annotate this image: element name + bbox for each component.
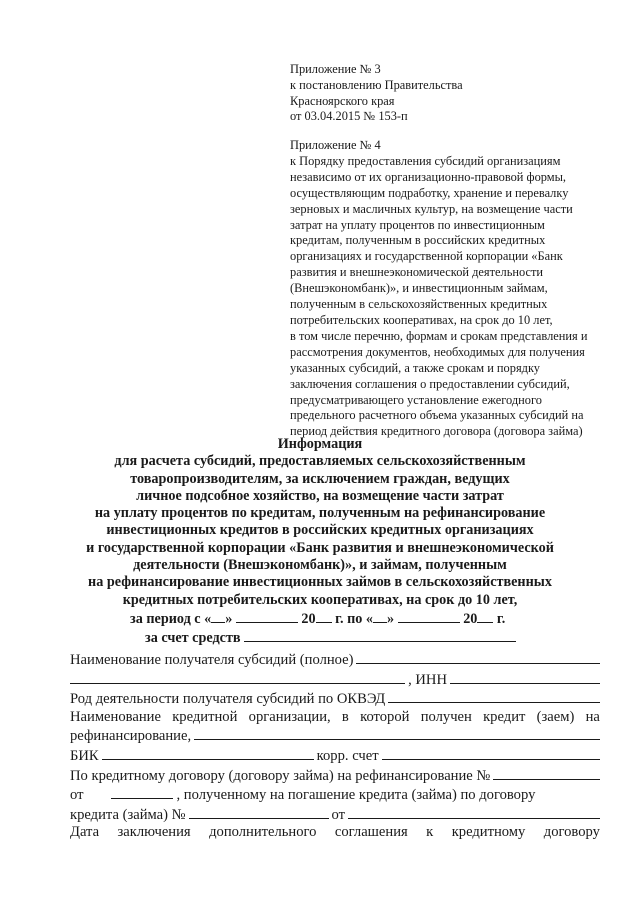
title-line: для расчета субсидий, предоставляемых сельскохозяйственным — [114, 453, 526, 470]
word: дополнительного — [209, 824, 317, 841]
word: на — [585, 708, 600, 725]
appendix-line: зерновых и масличных культур, на возмещение части — [290, 201, 573, 216]
appendix-line: Приложение № 4 — [290, 138, 381, 152]
word: к — [426, 824, 434, 841]
contract-number-blank[interactable] — [493, 766, 600, 780]
appendix-line: (Внешэкономбанк)», и инвестиционным займам, — [290, 281, 548, 296]
header-line: от 03.04.2015 № 153-п — [290, 109, 408, 124]
appendix-line: заключения соглашения о предоставлении субсидий, — [290, 376, 570, 391]
bik-blank[interactable] — [102, 746, 314, 760]
bank-row — [70, 726, 600, 746]
activity-row — [70, 689, 600, 709]
title-line: на уплату процентов по кредитам, полученным на рефинансирование — [94, 505, 546, 522]
inn-label: , ИНН — [408, 671, 447, 688]
appendix-line: развития и внешнеэкономической деятельности — [290, 265, 544, 280]
word: заключения — [117, 824, 191, 841]
appendix-line: предусматривающего установление ежегодного — [290, 392, 542, 407]
title-line: на рефинансирование инвестиционных займов в сельскохозяйственных — [88, 574, 552, 591]
contract-received-label: , полученному на погашение кредита (займа) по договору — [176, 787, 536, 804]
period-year-prefix: 20 — [463, 610, 478, 627]
word: кредитному — [451, 824, 526, 841]
period-start-month-blank[interactable] — [236, 609, 298, 623]
title-heading: Информация — [277, 436, 363, 452]
appendix-line: рассмотрения документов, необходимых для получения — [290, 344, 585, 359]
word: договору — [543, 824, 600, 841]
period-prefix: за период с « — [130, 610, 212, 627]
appendix-line: кредитам, полученным в российских кредитных — [290, 233, 546, 248]
word: кредитной — [172, 708, 238, 725]
recipient-name-row — [70, 650, 600, 670]
contract-date-blank[interactable] — [111, 785, 173, 799]
form-fields — [70, 650, 600, 842]
funds-blank[interactable] — [244, 628, 516, 642]
header-line: Приложение № 3 — [290, 62, 381, 76]
appendix-line: указанных субсидий, а также срокам и порядку — [290, 360, 540, 375]
corr-blank[interactable] — [382, 746, 600, 760]
word: соглашения — [334, 824, 408, 841]
contract-row — [70, 766, 600, 786]
header-line: Красноярского края — [290, 93, 395, 108]
appendix-header — [290, 138, 622, 440]
title-line: и государственной корпорации «Банк развития и внешнеэкономической — [86, 539, 554, 556]
period-quote: » — [225, 610, 233, 627]
word: (заем) — [536, 708, 575, 725]
header-line: к постановлению Правительства — [290, 77, 463, 92]
appendix-line: затрат на уплату процентов по инвестиционным — [290, 217, 545, 232]
funds-label: за счет средств — [145, 630, 241, 647]
word: получен — [420, 708, 472, 725]
bank-blank[interactable] — [194, 726, 600, 740]
recipient-name-blank[interactable] — [356, 650, 600, 664]
title-line: кредитных потребительских кооперативах, на срок до 10 лет, — [122, 591, 518, 608]
period-end-day-blank[interactable] — [373, 609, 387, 623]
word: в — [341, 708, 349, 725]
appendix-line: осуществляющим подработку, хранение и перевалку — [290, 185, 569, 200]
title-line: товаропроизводителям, за исключением граждан, ведущих — [130, 470, 510, 487]
credit-number-blank[interactable] — [189, 805, 329, 819]
period-end-month-blank[interactable] — [398, 609, 460, 623]
recipient-name-label: Наименование получателя субсидий (полное) — [70, 652, 354, 668]
credit-row — [70, 805, 600, 825]
period-end-year-blank[interactable] — [477, 609, 493, 623]
inn-blank[interactable] — [450, 670, 600, 684]
period-end: г. — [496, 610, 506, 627]
title-line: личное подсобное хозяйство, на возмещение части затрат — [136, 487, 504, 504]
word: организации, — [248, 708, 331, 725]
appendix-line: полученным в сельскохозяйственных кредитных — [290, 297, 548, 312]
appendix-line: предельного расчетного объема указанных субсидий на — [290, 408, 584, 423]
activity-label: Род деятельности получателя субсидий по ОКВЭД — [70, 691, 386, 708]
resolution-header — [290, 62, 620, 125]
credit-label: кредита (займа) № — [70, 806, 186, 823]
funds-line — [40, 628, 600, 647]
corr-label: корр. счет — [316, 747, 379, 764]
bik-label: БИК — [70, 747, 99, 764]
credit-from-label: от — [331, 806, 346, 823]
word: кредит — [483, 708, 526, 725]
appendix-line: в том числе перечню, формам и срокам представления и — [290, 328, 588, 343]
appendix-line: к Порядку предоставления субсидий организациям — [290, 153, 561, 168]
date-line — [70, 824, 600, 842]
word: Дата — [70, 824, 100, 841]
inn-row — [70, 670, 600, 690]
appendix-line: период действия кредитного договора (договора займа) — [290, 424, 583, 439]
contract-label: По кредитному договору (договору займа) на рефинансирование № — [70, 767, 491, 784]
period-year-prefix: 20 — [301, 610, 316, 627]
title-line: деятельности (Внешэкономбанк)», и займам, полученным — [133, 557, 507, 574]
recipient-name-continued-blank[interactable] — [70, 670, 405, 684]
period-line — [40, 609, 600, 628]
title-line: инвестиционных кредитов в российских кредитных организациях — [106, 522, 534, 539]
period-mid: г. по « — [335, 610, 373, 627]
appendix-line: организациях и государственной корпорации «Банк — [290, 249, 563, 264]
contract-from-label: от — [70, 787, 84, 804]
contract-date-row — [70, 785, 600, 805]
period-quote: » — [387, 610, 395, 627]
word: Наименование — [70, 708, 161, 725]
bank-label: рефинансирование, — [70, 728, 192, 745]
document-title — [40, 436, 600, 648]
appendix-line: независимо от их организационно-правовой формы, — [290, 169, 567, 184]
appendix-line: потребительских кооперативах, на срок до 10 лет, — [290, 312, 553, 327]
bik-row — [70, 746, 600, 766]
period-start-year-blank[interactable] — [316, 609, 332, 623]
credit-date-blank[interactable] — [348, 805, 600, 819]
period-start-day-blank[interactable] — [211, 609, 225, 623]
word: которой — [360, 708, 410, 725]
bank-line-1 — [70, 709, 600, 727]
activity-blank[interactable] — [388, 689, 600, 703]
